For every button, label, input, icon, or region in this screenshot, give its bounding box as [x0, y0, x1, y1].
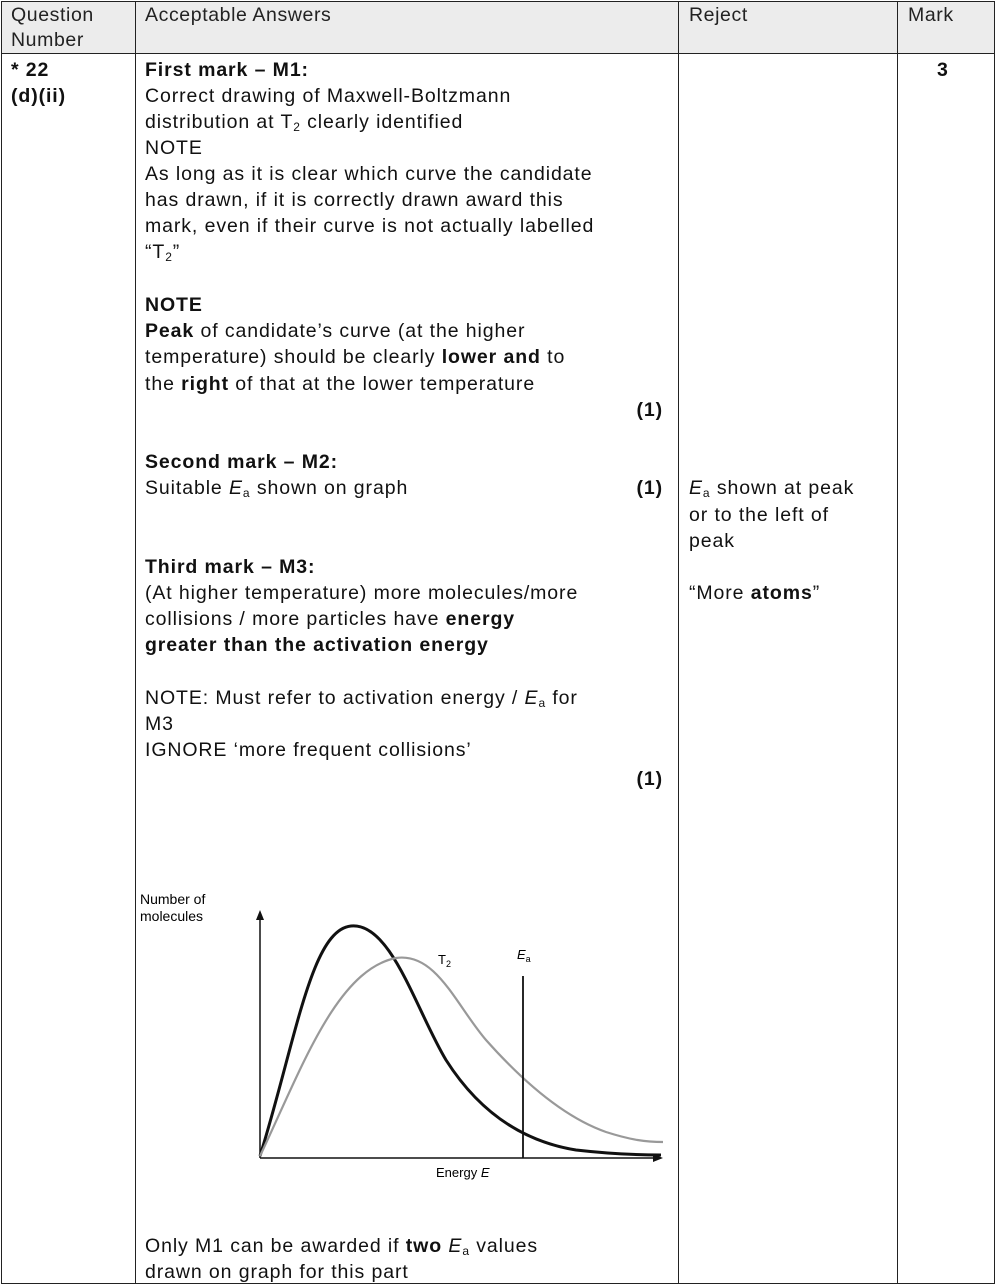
m2-heading: Second mark – M2: — [145, 451, 339, 473]
note-1-label: NOTE — [145, 137, 203, 159]
question-number-main: * 22 — [11, 59, 50, 81]
maxwell-boltzmann-graph — [136, 880, 676, 1190]
final-line-2: drawn on graph for this part — [145, 1261, 409, 1283]
m3-heading: Third mark – M3: — [145, 556, 316, 578]
lower-temperature-curve — [260, 926, 661, 1156]
peak-line-3: the right of that at the lower temperature — [145, 373, 536, 395]
reject-line-2: or to the left of — [689, 504, 829, 526]
header-mark: Mark — [908, 4, 954, 26]
m2-line: Suitable $E_a$ shown on graph — [145, 477, 409, 500]
note-1-line-4: “$T_2$” — [145, 241, 181, 264]
t2-label: $T_2$ — [438, 952, 451, 969]
peak-line-1: Peak of candidate’s curve (at the higher — [145, 320, 526, 342]
final-line-1: Only M1 can be awarded if two $E_a$ values — [145, 1235, 538, 1258]
reject-line-3: peak — [689, 530, 735, 552]
ea-label: $E_a$ — [517, 947, 531, 964]
m3-line-3: greater than the activation energy — [145, 634, 489, 656]
graph-y-label-line-1: Number of — [140, 891, 206, 907]
m1-heading: First mark – M1: — [145, 59, 309, 81]
total-mark: 3 — [937, 59, 949, 81]
m3-line-1: (At higher temperature) more molecules/more — [145, 582, 579, 604]
graph-y-label-line-2: molecules — [140, 908, 204, 924]
reject-more-atoms: “More atoms” — [689, 582, 821, 604]
m2-mark: (1) — [636, 477, 663, 499]
note-1-line-1: As long as it is clear which curve the candidate — [145, 163, 593, 185]
m3-mark: (1) — [636, 768, 663, 790]
question-number-part: (d)(ii) — [11, 85, 67, 108]
graph-x-label: Energy E — [436, 1165, 490, 1180]
m1-line-1: Correct drawing of Maxwell-Boltzmann — [145, 85, 512, 107]
note-2-label: NOTE — [145, 294, 203, 316]
reject-line-1: $E_a$ shown at peak — [689, 477, 855, 500]
note-3-line-2: M3 — [145, 713, 174, 735]
note-1-line-2: has drawn, if it is correctly drawn award this — [145, 189, 564, 211]
header-reject: Reject — [689, 4, 748, 26]
m1-mark: (1) — [636, 399, 663, 421]
header-acceptable-answers: Acceptable Answers — [145, 4, 332, 26]
ignore-line: IGNORE ‘more frequent collisions’ — [145, 739, 472, 761]
header-question-label: Question — [11, 4, 94, 26]
note-3-line-1: NOTE: Must refer to activation energy / $E_a$ for — [145, 687, 578, 710]
note-1-line-3: mark, even if their curve is not actually labelled — [145, 215, 595, 237]
t2-curve — [260, 958, 663, 1156]
header-number-label: Number — [11, 29, 84, 51]
m1-line-2: distribution at $T_2$ clearly identified — [145, 111, 464, 134]
graph-y-axis-arrow — [256, 910, 264, 920]
m3-line-2: collisions / more particles have energy — [145, 608, 516, 630]
peak-line-2: temperature) should be clearly lower and to — [145, 346, 566, 368]
